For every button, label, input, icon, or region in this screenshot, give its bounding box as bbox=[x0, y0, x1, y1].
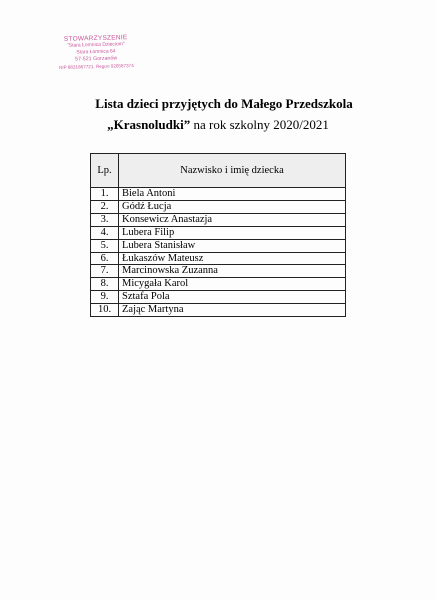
table-header-row bbox=[91, 154, 346, 188]
row-number: 2. bbox=[91, 200, 119, 213]
row-number: 9. bbox=[91, 291, 119, 304]
table-row bbox=[91, 239, 346, 252]
row-number: 7. bbox=[91, 265, 119, 278]
organization-stamp bbox=[44, 34, 149, 72]
kindergarten-name: „Krasnoludki” bbox=[107, 117, 191, 132]
stamp-line: STOWARZYSZENIE bbox=[63, 34, 128, 43]
stamp-line: NIP 8831867721, Regon 020587374 bbox=[58, 63, 134, 70]
child-name: Biela Antoni bbox=[119, 188, 346, 201]
stamp-line: "Stara Łomnica Dzieciom" bbox=[66, 41, 125, 49]
row-number: 6. bbox=[91, 252, 119, 265]
row-number: 5. bbox=[91, 239, 119, 252]
row-number: 8. bbox=[91, 278, 119, 291]
child-name: Micygała Karol bbox=[119, 278, 346, 291]
column-header-name: Nazwisko i imię dziecka bbox=[119, 154, 346, 188]
table-row bbox=[91, 200, 346, 213]
row-number: 4. bbox=[91, 226, 119, 239]
children-list-table bbox=[90, 153, 346, 317]
table-row bbox=[91, 278, 346, 291]
child-name: Lubera Filip bbox=[119, 226, 346, 239]
stamp-line: Stara Łomnica 64 bbox=[76, 48, 116, 56]
table-row bbox=[91, 213, 346, 226]
row-number: 10. bbox=[91, 304, 119, 317]
table-row bbox=[91, 188, 346, 201]
row-number: 3. bbox=[91, 213, 119, 226]
child-name: Zając Martyna bbox=[119, 304, 346, 317]
table-row bbox=[91, 252, 346, 265]
table-row bbox=[91, 226, 346, 239]
document-title: Lista dzieci przyjętych do Małego Przedszkola bbox=[95, 96, 353, 111]
stamp-line: 57-521 Gorzanów bbox=[75, 55, 118, 63]
row-number: 1. bbox=[91, 188, 119, 201]
child-name: Marcinowska Zuzanna bbox=[119, 265, 346, 278]
table-row bbox=[91, 291, 346, 304]
child-name: Gódź Łucja bbox=[119, 200, 346, 213]
child-name: Konsewicz Anastazja bbox=[119, 213, 346, 226]
child-name: Łukaszów Mateusz bbox=[119, 252, 346, 265]
child-name: Sztafa Pola bbox=[119, 291, 346, 304]
table-row bbox=[91, 304, 346, 317]
document-subtitle bbox=[0, 117, 436, 133]
table-row bbox=[91, 265, 346, 278]
school-year: na rok szkolny 2020/2021 bbox=[190, 117, 329, 132]
child-name: Lubera Stanisław bbox=[119, 239, 346, 252]
column-header-lp: Lp. bbox=[91, 154, 119, 188]
